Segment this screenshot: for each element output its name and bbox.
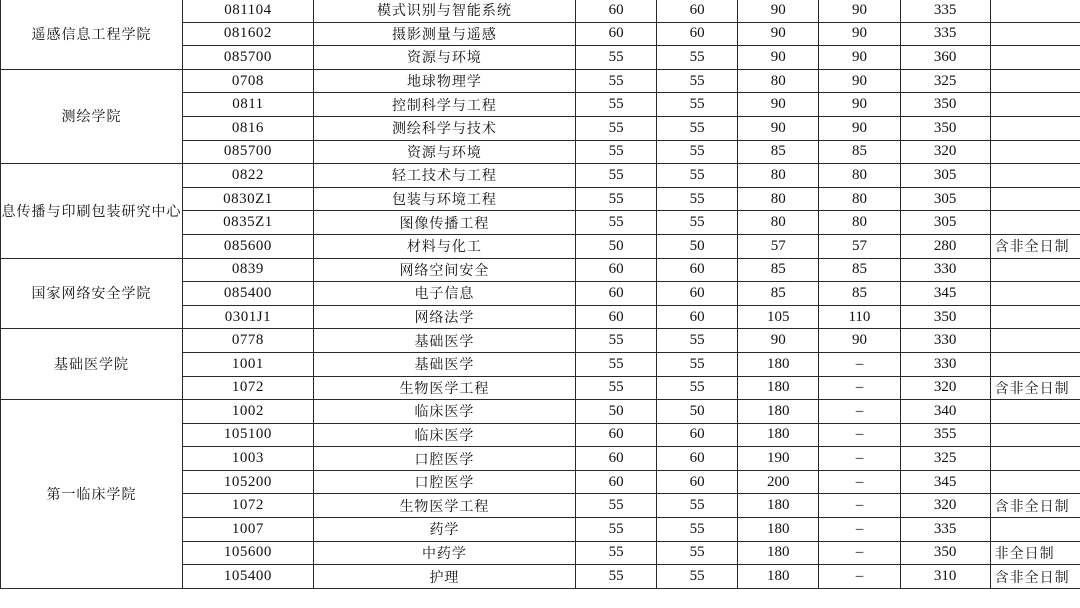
foreign-language-score: 50 (657, 234, 738, 258)
subject1-score: 90 (738, 0, 819, 22)
program-code: 085400 (182, 282, 313, 306)
subject1-score: 105 (738, 305, 819, 329)
subject2-score: 90 (819, 69, 900, 93)
major-name: 网络法学 (313, 305, 575, 329)
subject1-score: 90 (738, 329, 819, 353)
table-body (1, 0, 1080, 588)
subject2-score: 90 (819, 46, 900, 70)
total-score: 335 (900, 518, 990, 542)
politics-score: 55 (576, 140, 657, 164)
major-name: 资源与环境 (313, 140, 575, 164)
program-code: 1072 (182, 494, 313, 518)
remark (990, 46, 1080, 70)
politics-score: 50 (576, 234, 657, 258)
subject1-score: 85 (738, 282, 819, 306)
school-name: 息传播与印刷包装研究中心 (1, 164, 183, 258)
program-code: 1001 (182, 352, 313, 376)
foreign-language-score: 60 (657, 22, 738, 46)
politics-score: 55 (576, 541, 657, 565)
total-score: 355 (900, 423, 990, 447)
major-name: 控制科学与工程 (313, 93, 575, 117)
total-score: 335 (900, 22, 990, 46)
subject2-score: 85 (819, 140, 900, 164)
foreign-language-score: 60 (657, 470, 738, 494)
subject2-score: 85 (819, 258, 900, 282)
major-name: 模式识别与智能系统 (313, 0, 575, 22)
subject1-score: 180 (738, 494, 819, 518)
foreign-language-score: 55 (657, 69, 738, 93)
subject1-score: 85 (738, 258, 819, 282)
remark (990, 69, 1080, 93)
foreign-language-score: 55 (657, 329, 738, 353)
foreign-language-score: 60 (657, 423, 738, 447)
total-score: 305 (900, 187, 990, 211)
remark (990, 140, 1080, 164)
program-code: 085700 (182, 140, 313, 164)
foreign-language-score: 60 (657, 282, 738, 306)
major-name: 护理 (313, 565, 575, 589)
subject1-score: 80 (738, 164, 819, 188)
major-name: 测绘科学与技术 (313, 116, 575, 140)
total-score: 330 (900, 352, 990, 376)
politics-score: 60 (576, 282, 657, 306)
major-name: 摄影测量与遥感 (313, 22, 575, 46)
program-code: 1003 (182, 447, 313, 471)
major-name: 地球物理学 (313, 69, 575, 93)
school-name: 国家网络安全学院 (1, 258, 183, 329)
remark: 含非全日制 (990, 565, 1080, 589)
program-code: 1007 (182, 518, 313, 542)
remark (990, 447, 1080, 471)
major-name: 临床医学 (313, 423, 575, 447)
total-score: 325 (900, 447, 990, 471)
table-row (1, 258, 1080, 282)
subject1-score: 80 (738, 187, 819, 211)
subject1-score: 57 (738, 234, 819, 258)
foreign-language-score: 55 (657, 541, 738, 565)
program-code: 1002 (182, 400, 313, 424)
subject2-score: 80 (819, 187, 900, 211)
school-name: 测绘学院 (1, 69, 183, 163)
subject2-score: – (819, 447, 900, 471)
subject1-score: 90 (738, 46, 819, 70)
major-name: 基础医学 (313, 352, 575, 376)
major-name: 资源与环境 (313, 46, 575, 70)
table-row (1, 0, 1080, 22)
foreign-language-score: 55 (657, 565, 738, 589)
foreign-language-score: 55 (657, 376, 738, 400)
subject2-score: 90 (819, 22, 900, 46)
total-score: 350 (900, 541, 990, 565)
program-code: 0830Z1 (182, 187, 313, 211)
table-row (1, 164, 1080, 188)
total-score: 335 (900, 0, 990, 22)
total-score: 350 (900, 305, 990, 329)
program-code: 085600 (182, 234, 313, 258)
subject2-score: 90 (819, 116, 900, 140)
politics-score: 50 (576, 400, 657, 424)
remark (990, 164, 1080, 188)
remark (990, 352, 1080, 376)
politics-score: 55 (576, 352, 657, 376)
subject2-score: 90 (819, 0, 900, 22)
program-code: 0708 (182, 69, 313, 93)
program-code: 105200 (182, 470, 313, 494)
major-name: 生物医学工程 (313, 376, 575, 400)
foreign-language-score: 60 (657, 0, 738, 22)
total-score: 345 (900, 282, 990, 306)
subject1-score: 200 (738, 470, 819, 494)
remark: 含非全日制 (990, 376, 1080, 400)
subject2-score: – (819, 376, 900, 400)
foreign-language-score: 55 (657, 46, 738, 70)
total-score: 305 (900, 211, 990, 235)
total-score: 350 (900, 93, 990, 117)
program-code: 085700 (182, 46, 313, 70)
total-score: 305 (900, 164, 990, 188)
politics-score: 60 (576, 22, 657, 46)
major-name: 包装与环境工程 (313, 187, 575, 211)
program-code: 0835Z1 (182, 211, 313, 235)
table-row (1, 400, 1080, 424)
foreign-language-score: 60 (657, 447, 738, 471)
remark (990, 22, 1080, 46)
program-code: 081104 (182, 0, 313, 22)
program-code: 0822 (182, 164, 313, 188)
foreign-language-score: 55 (657, 164, 738, 188)
foreign-language-score: 55 (657, 93, 738, 117)
major-name: 图像传播工程 (313, 211, 575, 235)
remark: 含非全日制 (990, 494, 1080, 518)
subject2-score: – (819, 400, 900, 424)
subject1-score: 80 (738, 69, 819, 93)
politics-score: 55 (576, 46, 657, 70)
major-name: 基础医学 (313, 329, 575, 353)
total-score: 330 (900, 329, 990, 353)
remark (990, 211, 1080, 235)
subject2-score: – (819, 494, 900, 518)
program-code: 0301J1 (182, 305, 313, 329)
program-code: 0816 (182, 116, 313, 140)
politics-score: 55 (576, 211, 657, 235)
subject1-score: 90 (738, 22, 819, 46)
remark (990, 187, 1080, 211)
total-score: 325 (900, 69, 990, 93)
total-score: 310 (900, 565, 990, 589)
subject2-score: 57 (819, 234, 900, 258)
politics-score: 60 (576, 305, 657, 329)
remark (990, 518, 1080, 542)
program-code: 105400 (182, 565, 313, 589)
remark (990, 258, 1080, 282)
subject1-score: 90 (738, 93, 819, 117)
subject2-score: 80 (819, 164, 900, 188)
table-row (1, 329, 1080, 353)
politics-score: 55 (576, 69, 657, 93)
school-name: 第一临床学院 (1, 400, 183, 589)
subject1-score: 180 (738, 423, 819, 447)
program-code: 105600 (182, 541, 313, 565)
total-score: 360 (900, 46, 990, 70)
subject2-score: 90 (819, 93, 900, 117)
major-name: 临床医学 (313, 400, 575, 424)
subject2-score: 85 (819, 282, 900, 306)
politics-score: 55 (576, 187, 657, 211)
politics-score: 60 (576, 258, 657, 282)
remark (990, 329, 1080, 353)
total-score: 320 (900, 494, 990, 518)
subject2-score: 110 (819, 305, 900, 329)
remark (990, 400, 1080, 424)
remark (990, 116, 1080, 140)
major-name: 材料与化工 (313, 234, 575, 258)
subject2-score: – (819, 470, 900, 494)
subject1-score: 180 (738, 352, 819, 376)
subject2-score: – (819, 541, 900, 565)
foreign-language-score: 50 (657, 400, 738, 424)
subject1-score: 180 (738, 400, 819, 424)
subject1-score: 85 (738, 140, 819, 164)
major-name: 药学 (313, 518, 575, 542)
foreign-language-score: 55 (657, 211, 738, 235)
politics-score: 55 (576, 494, 657, 518)
foreign-language-score: 55 (657, 140, 738, 164)
subject2-score: 90 (819, 329, 900, 353)
politics-score: 55 (576, 116, 657, 140)
foreign-language-score: 60 (657, 305, 738, 329)
subject1-score: 180 (738, 376, 819, 400)
program-code: 1072 (182, 376, 313, 400)
remark: 非全日制 (990, 541, 1080, 565)
subject2-score: 80 (819, 211, 900, 235)
program-code: 0811 (182, 93, 313, 117)
politics-score: 55 (576, 565, 657, 589)
remark (990, 423, 1080, 447)
foreign-language-score: 55 (657, 187, 738, 211)
major-name: 生物医学工程 (313, 494, 575, 518)
program-code: 0778 (182, 329, 313, 353)
subject2-score: – (819, 352, 900, 376)
total-score: 280 (900, 234, 990, 258)
subject1-score: 180 (738, 541, 819, 565)
subject1-score: 90 (738, 116, 819, 140)
remark: 含非全日制 (990, 234, 1080, 258)
remark (990, 282, 1080, 306)
major-name: 电子信息 (313, 282, 575, 306)
school-name: 基础医学院 (1, 329, 183, 400)
politics-score: 55 (576, 518, 657, 542)
politics-score: 60 (576, 0, 657, 22)
remark (990, 470, 1080, 494)
subject1-score: 180 (738, 518, 819, 542)
major-name: 中药学 (313, 541, 575, 565)
politics-score: 60 (576, 423, 657, 447)
major-name: 口腔医学 (313, 447, 575, 471)
politics-score: 60 (576, 470, 657, 494)
remark (990, 305, 1080, 329)
total-score: 320 (900, 376, 990, 400)
program-code: 081602 (182, 22, 313, 46)
subject1-score: 180 (738, 565, 819, 589)
politics-score: 55 (576, 376, 657, 400)
politics-score: 55 (576, 164, 657, 188)
remark (990, 93, 1080, 117)
subject2-score: – (819, 423, 900, 447)
program-code: 105100 (182, 423, 313, 447)
politics-score: 55 (576, 329, 657, 353)
program-code: 0839 (182, 258, 313, 282)
school-name: 遥感信息工程学院 (1, 0, 183, 69)
major-name: 轻工技术与工程 (313, 164, 575, 188)
subject1-score: 190 (738, 447, 819, 471)
remark (990, 0, 1080, 22)
foreign-language-score: 55 (657, 116, 738, 140)
total-score: 340 (900, 400, 990, 424)
total-score: 330 (900, 258, 990, 282)
foreign-language-score: 55 (657, 494, 738, 518)
subject2-score: – (819, 518, 900, 542)
major-name: 网络空间安全 (313, 258, 575, 282)
subject2-score: – (819, 565, 900, 589)
politics-score: 60 (576, 447, 657, 471)
total-score: 345 (900, 470, 990, 494)
total-score: 320 (900, 140, 990, 164)
total-score: 350 (900, 116, 990, 140)
table-row (1, 69, 1080, 93)
subject1-score: 80 (738, 211, 819, 235)
politics-score: 55 (576, 93, 657, 117)
foreign-language-score: 60 (657, 258, 738, 282)
foreign-language-score: 55 (657, 352, 738, 376)
foreign-language-score: 55 (657, 518, 738, 542)
major-name: 口腔医学 (313, 470, 575, 494)
